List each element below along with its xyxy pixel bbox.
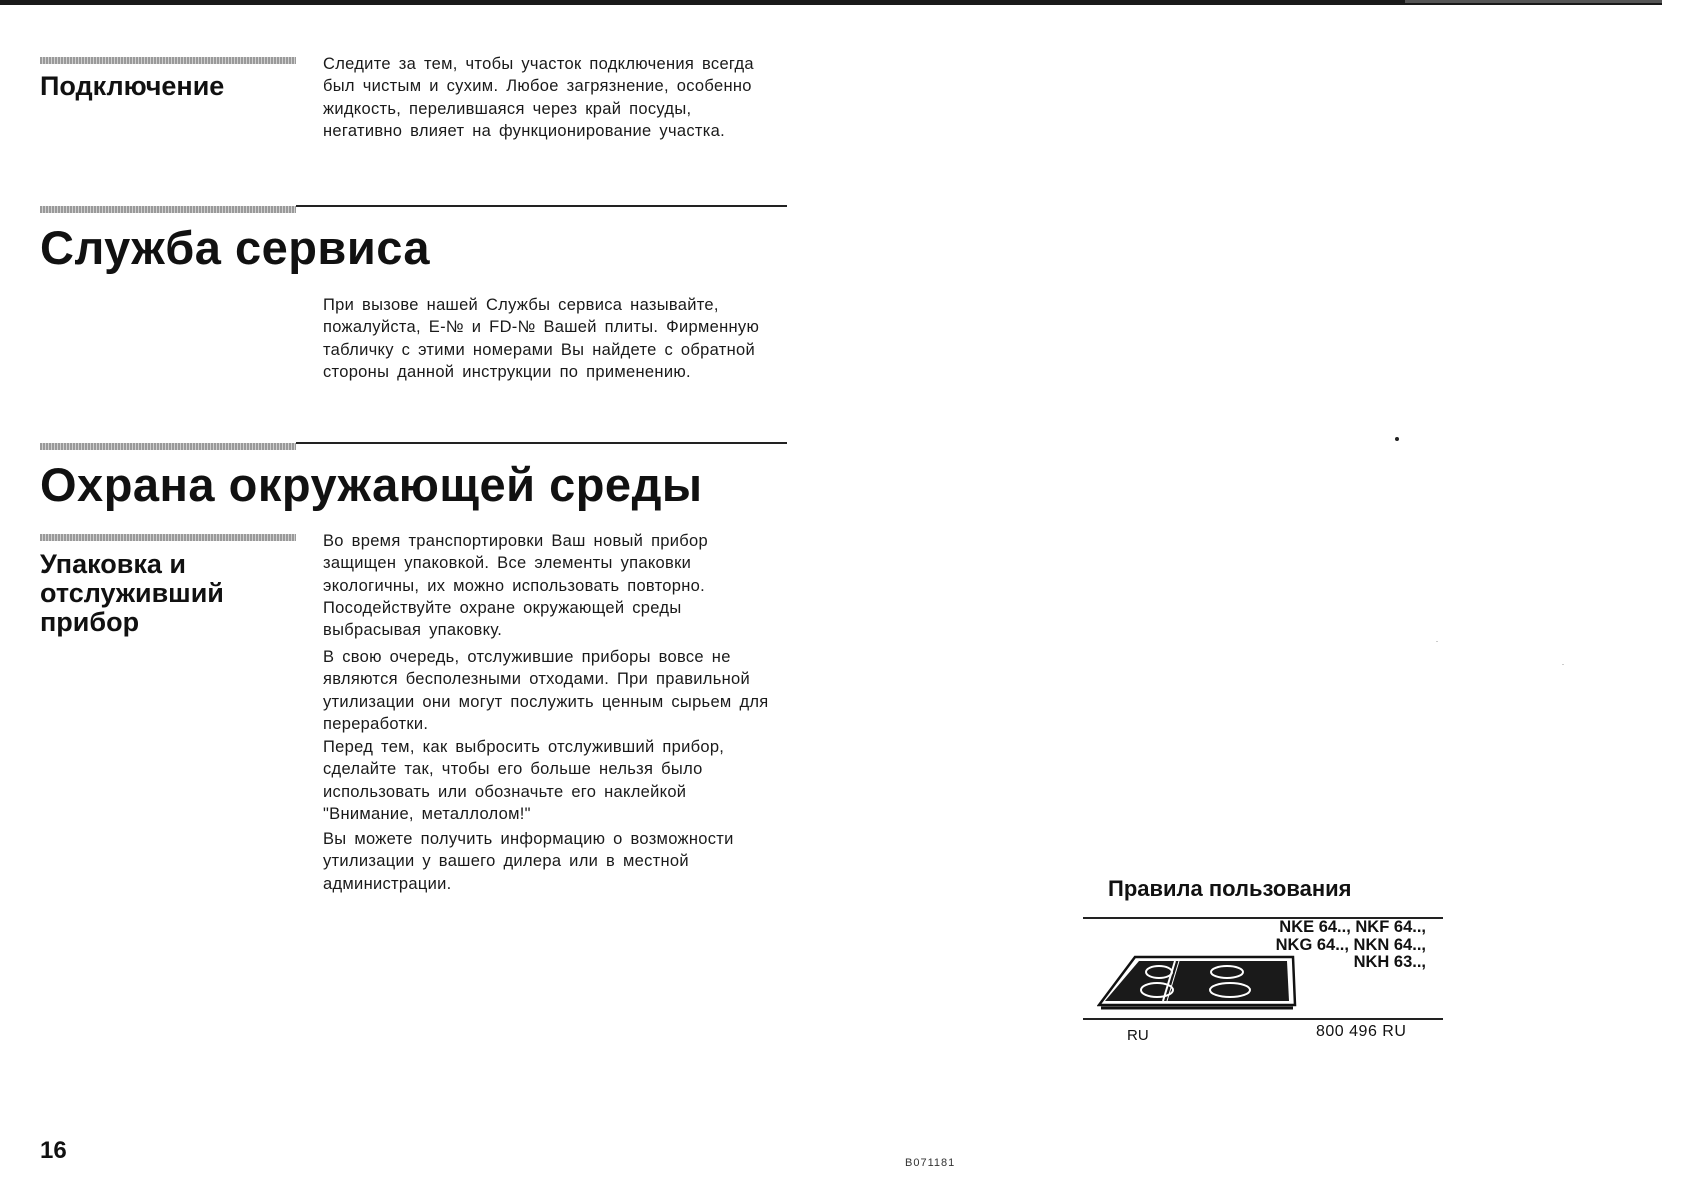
document-code: B071181 — [905, 1157, 956, 1169]
cover-title: Правила пользования — [1108, 876, 1352, 901]
section-marker-bar — [40, 534, 296, 541]
connection-text: Следите за тем, чтобы участок подключения всегда был чистым и сухим. Любое загрязнение, особенно жидкость, перелившаяся через край посуды, негативно влияет на функционирование участка. — [323, 55, 754, 140]
connection-heading: Подключение — [40, 71, 225, 101]
section-marker-bar — [40, 57, 296, 64]
environment-paragraph-1: Во время транспортировки Ваш новый прибор защищен упаковкой. Все элементы упаковки экологичны, их можно использовать повторно. Посодействуйте охране окружающей среды выбрасывая упаковку. — [323, 532, 709, 640]
model-line: NKE 64.., NKF 64.., — [1279, 918, 1426, 936]
service-text: При вызове нашей Службы сервиса называйте, пожалуйста, E-№ и FD-№ Вашей плиты. Фирменную табличку с этими номерами Вы найдете с обратной стороны данной инструкции по применению. — [323, 296, 760, 381]
cover-code: 800 496 RU — [1316, 1023, 1407, 1040]
model-line: NKH 63.., — [1353, 953, 1426, 971]
scan-speck — [1436, 641, 1438, 642]
section-marker-bar — [40, 443, 296, 450]
cover-bottom-line — [1083, 1018, 1443, 1020]
cooktop-icon — [1097, 955, 1297, 1013]
scan-speck — [1395, 437, 1399, 441]
packaging-heading: Упаковка и отслуживший прибор — [40, 549, 224, 637]
section-divider — [296, 205, 787, 207]
top-border-right — [1405, 0, 1662, 3]
section-divider — [296, 442, 787, 444]
scan-speck — [1562, 664, 1564, 665]
page-number: 16 — [40, 1137, 67, 1164]
section-marker-bar — [40, 206, 296, 213]
environment-paragraph-2: В свою очередь, отслужившие приборы вовсе не являются бесполезными отходами. При правильной утилизации они могут послужить ценным сырьем для переработки. — [323, 648, 769, 733]
service-heading: Служба сервиса — [40, 221, 431, 274]
environment-paragraph-3: Перед тем, как выбросить отслуживший прибор, сделайте так, чтобы его больше нельзя было использовать или обозначьте его наклейкой "Внимание, металлолом!" — [323, 738, 725, 823]
environment-paragraph-4: Вы можете получить информацию о возможности утилизации у вашего дилера или в местной администрации. — [323, 830, 734, 893]
model-list — [1276, 919, 1426, 972]
cover-language: RU — [1127, 1027, 1149, 1044]
environment-heading: Охрана окружающей среды — [40, 458, 703, 511]
model-line: NKG 64.., NKN 64.., — [1275, 935, 1426, 954]
